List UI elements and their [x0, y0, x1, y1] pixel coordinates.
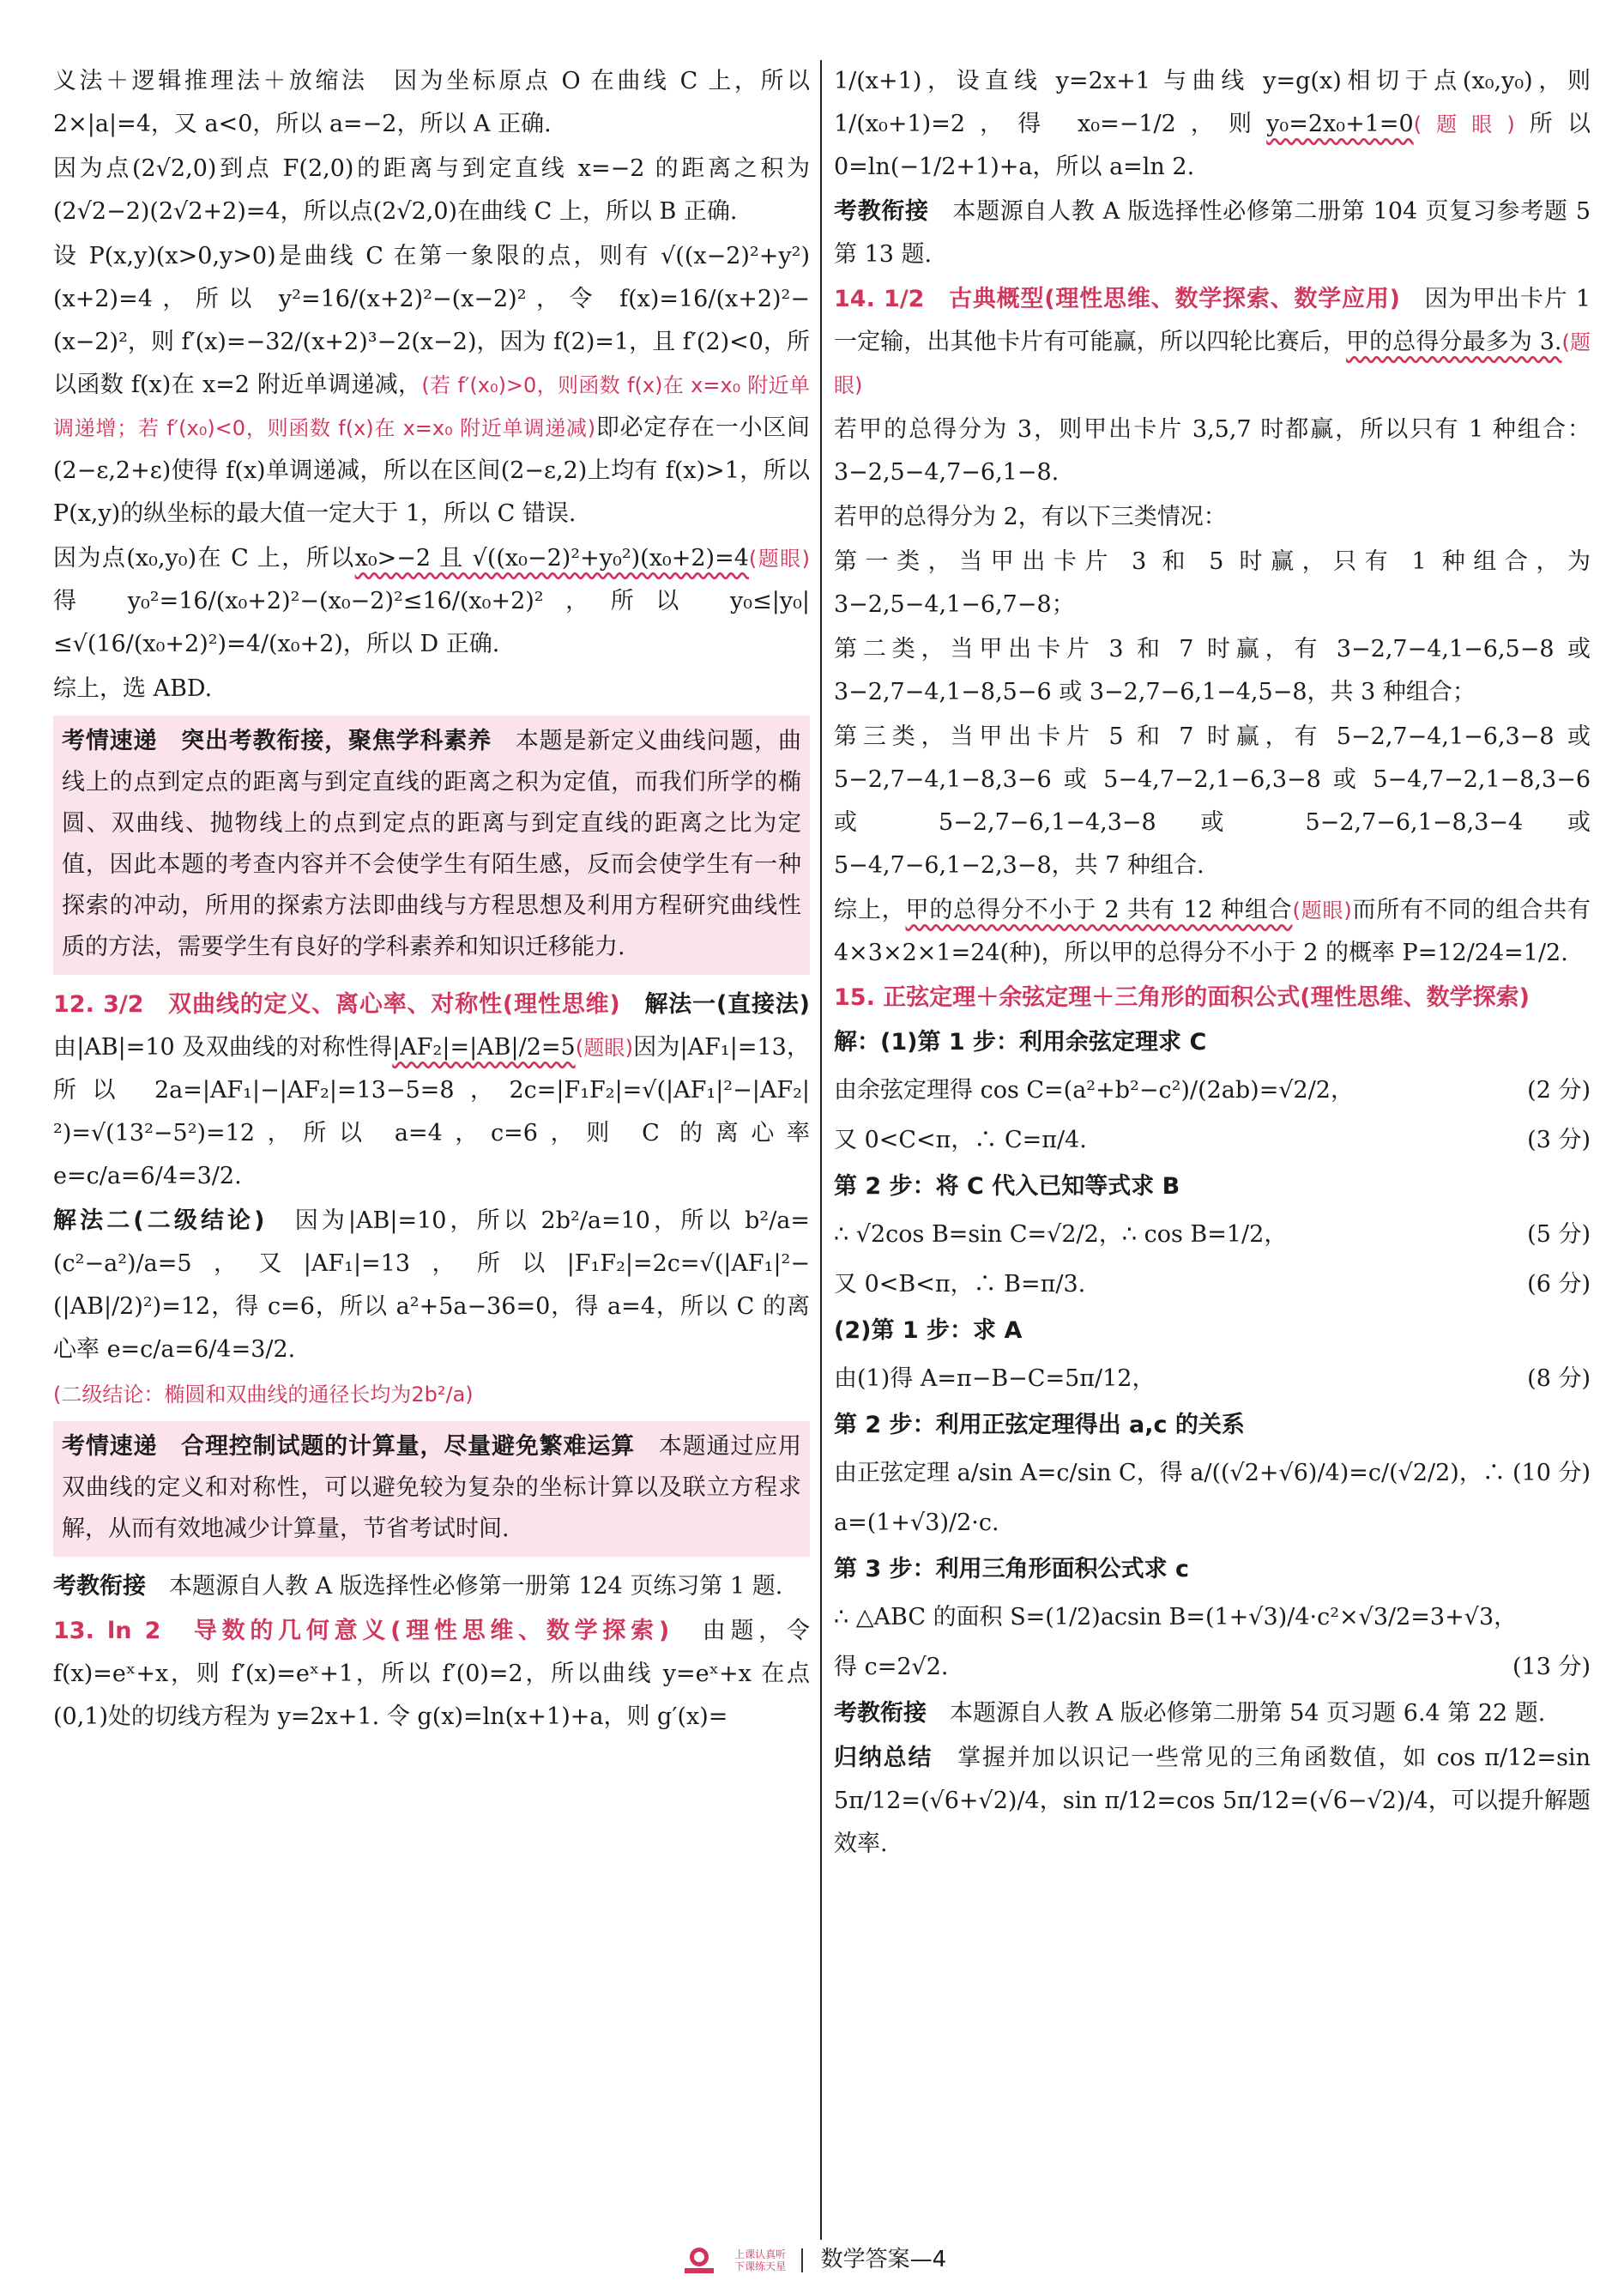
- right-column: [834, 60, 1591, 1867]
- score: (6 分): [1527, 1271, 1591, 1298]
- q13-source: 考教衔接 本题源自人教 A 版选择性必修第二册第 104 页复习参考题 5 第 13 题.: [834, 198, 1591, 268]
- q15-step: 解：(1)第 1 步：利用余弦定理求 C: [834, 1029, 1207, 1056]
- q11-note: (若 f′(x₀)>0，则函数 f(x)在 x=x₀ 附近单调递增；若 f′(x₀)<0，则函数 f(x)在 x=x₀ 附近单调递减): [53, 373, 810, 440]
- page-footer: [0, 2242, 1624, 2276]
- publisher-logo-icon: [678, 2245, 721, 2276]
- q15-step: (2)第 1 步：求 A: [834, 1317, 1023, 1344]
- q15-heading: 15. 正弦定理＋余弦定理＋三角形的面积公式(理性思维、数学探索): [834, 984, 1530, 1011]
- page-label: 数学答案—4: [820, 2247, 947, 2272]
- exam-note-box-2: 考情速递 合理控制试题的计算量，尽量避免繁难运算 本题通过应用双曲线的定义和对称性，可以避免较为复杂的坐标计算以及联立方程求解，从而有效地减少计算量，节省考试时间.: [53, 1421, 810, 1557]
- q14-conclusion: 综上，甲的总得分不小于 2 共有 12 种组合(题眼)而所有不同的组合共有 4×3×2×1=24(种)，所以甲的总得分不小于 2 的概率 P=12/24=1/2.: [834, 897, 1591, 966]
- q15-line: 得 c=2√2. (13 分): [834, 1643, 1591, 1692]
- q11-conclusion: 综上，选 ABD.: [53, 675, 213, 702]
- box-heading: 考情速递 突出考教衔接，聚焦学科素养: [62, 728, 492, 754]
- q12-heading: 12. 3/2 双曲线的定义、离心率、对称性(理性思维) 解法一(直接法) 由|AB|=10 及双曲线的对称性得|AF₂|=|AB|/2=5(题眼)因为|AF₁|=13，所以 2a=|AF₁|−|AF₂|=13−5=8，2c=|F₁F₂|=√(|AF₁|²−|AF₂|²)=√(13²−5²)=12，所以 a=4，c=6，则 C 的离心率 e=c/a=6/4=3/2.: [53, 991, 811, 1189]
- score: (2 分): [1527, 1077, 1591, 1104]
- column-divider: [820, 60, 822, 2240]
- q11-solution-b: 因为点(2√2,0)到点 F(2,0)的距离与到定直线 x=−2 的距离之积为(2√2−2)(2√2+2)=4，所以点(2√2,0)在曲线 C 上，所以 B 正确.: [53, 155, 810, 225]
- q15-line: 由余弦定理得 cos C=(a²+b²−c²)/(2ab)=√2/2， (2 分): [834, 1066, 1591, 1116]
- q15-line: ∴ √2cos B=sin C=√2/2，∴ cos B=1/2， (5 分): [834, 1210, 1591, 1260]
- q14-case-2: 若甲的总得分为 2，有以下三类情况：: [834, 504, 1227, 530]
- key-tag: (题眼): [748, 547, 811, 571]
- left-column: [53, 60, 810, 1740]
- key-tag: (题眼): [575, 1036, 633, 1060]
- exam-note-box-1: 考情速递 突出考教衔接，聚焦学科素养 本题是新定义曲线问题，曲线上的点到定点的距离与到定直线的距离之积为定值，而我们所学的椭圆、双曲线、抛物线上的点到定点的距离与到定直线的距离之比为定值，因此本题的考查内容并不会使学生有陌生感，反而会使学生有一种探索的冲动，所用的探索方法即曲线与方程思想及利用方程研究曲线性质的方法，需要学生有良好的学科素养和知识迁移能力.: [53, 716, 810, 975]
- q12-method-2: 解法二(二级结论) 因为|AB|=10，所以 2b²/a=10，所以 b²/a=(c²−a²)/a=5，又|AF₁|=13，所以|F₁F₂|=2c=√(|AF₁|²−(|AB|/2)²)=12，得 c=6，所以 a²+5a−36=0，得 a=4，所以 C 的离心率 e=c/a=6/4=3/2.: [53, 1207, 811, 1363]
- q15-line: 又 0<C<π，∴ C=π/4. (3 分): [834, 1116, 1591, 1165]
- q12-source: 考教衔接 本题源自人教 A 版选择性必修第一册第 124 页练习第 1 题.: [53, 1573, 783, 1600]
- q14-class-3: 第三类，当甲出卡片 5 和 7 时赢，有 5−2,7−4,1−6,3−8 或 5−2,7−4,1−8,3−6 或 5−4,7−2,1−6,3−8 或 5−4,7−2,1−8,3−6 或 5−2,7−6,1−4,3−8 或 5−2,7−6,1−8,3−4 或 5−4,7−6,1−2,3−8，共 7 种组合.: [834, 723, 1591, 879]
- q11-solution-d: 因为点(x₀,y₀)在 C 上，所以x₀>−2 且 √((x₀−2)²+y₀²)(x₀+2)=4(题眼)得 y₀²=16/(x₀+2)²−(x₀−2)²≤16/(x₀+2)²，所以 y₀≤|y₀|≤√(16/(x₀+2)²)=4/(x₀+2)，所以 D 正确.: [53, 545, 811, 657]
- key-tag: (题眼): [1413, 112, 1515, 136]
- q15-line: 又 0<B<π，∴ B=π/3. (6 分): [834, 1260, 1591, 1310]
- q15-line: 由正弦定理 a/sin A=c/sin C，得 a/((√2+√6)/4)=c/(√2/2)，∴ a=(1+√3)/2·c. (10 分): [834, 1449, 1591, 1548]
- q15-step: 第 2 步：利用正弦定理得出 a,c 的关系: [834, 1412, 1245, 1438]
- q13-heading: 13. ln 2 导数的几何意义(理性思维、数学探索) 由题，令 f(x)=eˣ+x，则 f′(x)=eˣ+1，所以 f′(0)=2，所以曲线 y=eˣ+x 在点(0,1)处的切线方程为 y=2x+1. 令 g(x)=ln(x+1)+a，则 g′(x)=: [53, 1618, 811, 1730]
- score: (13 分): [1512, 1654, 1591, 1680]
- score: (10 分): [1512, 1460, 1591, 1486]
- footer-divider: [801, 2248, 803, 2272]
- score: (5 分): [1527, 1221, 1591, 1248]
- score: (8 分): [1527, 1365, 1591, 1392]
- q15-line: ∴ △ABC 的面积 S=(1/2)acsin B=(1+√3)/4·c²×√3/2=3+√3，: [834, 1604, 1518, 1631]
- logo-slogan: 上课认真听 下课练天星: [734, 2248, 787, 2272]
- key-tag: (题眼): [834, 330, 1591, 397]
- q15-step: 第 2 步：将 C 代入已知等式求 B: [834, 1173, 1180, 1200]
- q11-solution-c: 设 P(x,y)(x>0,y>0)是曲线 C 在第一象限的点，则有 √((x−2)²+y²)(x+2)=4，所以 y²=16/(x+2)²−(x−2)²，令 f(x)=16/(x+2)²−(x−2)²，则 f′(x)=−32/(x+2)³−2(x−2)，因为 f(2)=1，且 f′(2)<0，所以函数 f(x)在 x=2 附近单调递减，(若 f′(x₀)>0，则函数 f(x)在 x=x₀ 附近单调递增；若 f′(x₀)<0，则函数 f(x)在 x=x₀ 附近单调递减)即必定存在一小区间(2−ε,2+ε)使得 f(x)单调递减，所以在区间(2−ε,2)上均有 f(x)>1，所以 P(x,y)的纵坐标的最大值一定大于 1，所以 C 错误.: [53, 243, 810, 527]
- q12-note: (二级结论：椭圆和双曲线的通径长均为2b²/a): [53, 1382, 474, 1407]
- q15-source: 考教衔接 本题源自人教 A 版必修第二册第 54 页习题 6.4 第 22 题.: [834, 1700, 1546, 1727]
- q14-heading: 14. 1/2 古典概型(理性思维、数学探索、数学应用) 因为甲出卡片 1 一定输，出其他卡片有可能赢，所以四轮比赛后，甲的总得分最多为 3.(题眼): [834, 286, 1591, 397]
- q13-continued: 1/(x+1)，设直线 y=2x+1 与曲线 y=g(x)相切于点(x₀,y₀)，则 1/(x₀+1)=2，得 x₀=−1/2，则y₀=2x₀+1=0(题眼)所以 0=ln(−1/2+1)+a，所以 a=ln 2.: [834, 68, 1591, 180]
- summary: 归纳总结 掌握并加以识记一些常见的三角函数值，如 cos π/12=sin 5π/12=(√6+√2)/4，sin π/12=cos 5π/12=(√6−√2)/4，可以提升解题效率.: [834, 1745, 1591, 1857]
- q15-step: 第 3 步：利用三角形面积公式求 c: [834, 1556, 1189, 1582]
- q11-solution-a: 义法＋逻辑推理法＋放缩法 因为坐标原点 O 在曲线 C 上，所以 2×|a|=4，又 a<0，所以 a=−2，所以 A 正确.: [53, 68, 810, 137]
- box-heading: 考情速递 合理控制试题的计算量，尽量避免繁难运算: [62, 1433, 635, 1460]
- q14-case-3: 若甲的总得分为 3，则甲出卡片 3,5,7 时都赢，所以只有 1 种组合：3−2,5−4,7−6,1−8.: [834, 416, 1591, 486]
- score: (3 分): [1527, 1127, 1591, 1153]
- key-tag: (题眼): [1292, 898, 1352, 923]
- q15-line: 由(1)得 A=π−B−C=5π/12， (8 分): [834, 1354, 1591, 1404]
- q14-class-2: 第二类，当甲出卡片 3 和 7 时赢，有 3−2,7−4,1−6,5−8 或 3−2,7−4,1−8,5−6 或 3−2,7−6,1−4,5−8，共 3 种组合；: [834, 636, 1591, 705]
- q14-class-1: 第一类，当甲出卡片 3 和 5 时赢，只有 1 种组合，为 3−2,5−4,1−6,7−8；: [834, 548, 1591, 618]
